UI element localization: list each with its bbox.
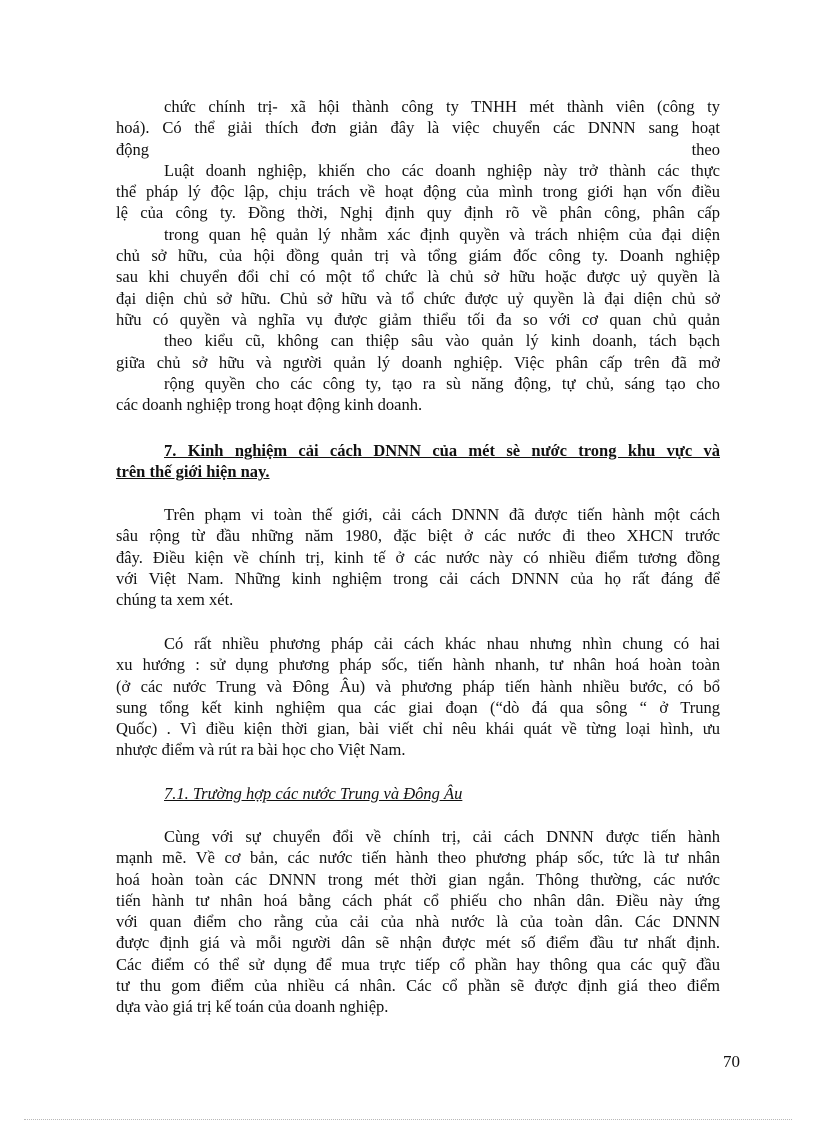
text-line: chúng ta xem xét. bbox=[116, 590, 234, 610]
opening-paragraph bbox=[116, 96, 720, 415]
text-line: tư thu gom điểm của nhiều cá nhân. Các cổ phần sẽ được định giá theo điểm bbox=[116, 976, 720, 996]
page-number: 70 bbox=[723, 1052, 740, 1071]
text-line: chức chính trị- xã hội thành công ty TNHH mét thành viên (công ty bbox=[164, 97, 720, 116]
text-line: hoá hoàn toàn các DNNN trong mét thời gian ngắn. Thông thường, các nước bbox=[116, 869, 720, 889]
text-line: Có rất nhiều phương pháp cải cách khác nhau nhưng nhìn chung có hai bbox=[164, 634, 720, 653]
text-line: hoá). Có thể giải thích đơn giản đây là việc chuyển các DNNN sang hoạt bbox=[116, 118, 720, 138]
text-fragment: theo bbox=[691, 139, 720, 159]
text-line: tiến hành tư nhân hoá bằng cách phát cổ phiếu cho nhân dân. Điều này ứng bbox=[116, 890, 720, 910]
text-line: sâu rộng từ đầu những năm 1980, đặc biệt ở các nước đi theo XHCN trước bbox=[116, 526, 720, 546]
text-line: Trên phạm vi toàn thế giới, cải cách DNNN đã được tiến hành một cách bbox=[164, 505, 720, 524]
page-bottom-divider bbox=[24, 1119, 792, 1120]
text-line: Cùng với sự chuyển đổi về chính trị, cải cách DNNN được tiến hành bbox=[164, 827, 720, 846]
text-line: được định giá và mỗi người dân sẽ nhận được mét số điểm đầu tư nhất định. bbox=[116, 933, 720, 953]
text-line: hữu có quyền và nghĩa vụ được giảm thiểu tối đa so với cơ quan chủ quản bbox=[116, 309, 720, 329]
text-line: đại diện chủ sở hữu. Chủ sở hữu và tổ chức được uỷ quyền là đại diện chủ sở bbox=[116, 288, 720, 308]
text-line: trong quan hệ quản lý nhằm xác định quyền và trách nhiệm của đại diện bbox=[164, 224, 720, 244]
text-line: (ở các nước Trung và Đông Âu) và phương pháp tiến hành nhiều bước, có bổ bbox=[116, 676, 720, 696]
text-line: sung tổng kết kinh nghiệm qua các giai đoạn (“dò đá qua sông “ ở Trung bbox=[116, 697, 720, 717]
text-line: rộng quyền cho các công ty, tạo ra sù năng động, tự chủ, sáng tạo cho bbox=[164, 373, 720, 393]
subheading-line: 7.1. Trường hợp các nước Trung và Đông Âu bbox=[164, 784, 463, 803]
text-fragment: động bbox=[116, 139, 149, 159]
text-line: Các điểm có thể sử dụng để mua trực tiếp cổ phần hay thông qua các quỹ đầu bbox=[116, 954, 720, 974]
text-line: xu hướng : sử dụng phương pháp sốc, tiến hành nhanh, tư nhân hoá hoàn toàn bbox=[116, 655, 720, 675]
text-line: theo kiểu cũ, không can thiệp sâu vào quản lý kinh doanh, tách bạch bbox=[164, 331, 720, 351]
text-line: với Việt Nam. Những kinh nghiệm trong cải cách DNNN của họ rất đáng để bbox=[116, 568, 720, 588]
heading-line: 7. Kinh nghiệm cải cách DNNN của mét sè nước trong khu vực và bbox=[164, 441, 720, 460]
text-line: Luật doanh nghiệp, khiến cho các doanh nghiệp này trở thành các thực bbox=[164, 160, 720, 180]
section-7-paragraph-2 bbox=[116, 633, 720, 761]
section-7-heading bbox=[116, 440, 720, 483]
text-line: đây. Điều kiện về chính trị, kinh tế ở các nước này có nhiều điểm tương đồng bbox=[116, 547, 720, 567]
section-7-1-heading bbox=[116, 783, 720, 804]
section-7-1-paragraph bbox=[116, 826, 720, 1018]
text-line: Quốc) . Vì điều kiện thời gian, bài viết chỉ nêu khái quát về từng loại hình, ưu bbox=[116, 719, 720, 739]
text-line: thể pháp lý độc lập, chịu trách về hoạt động của mình trong giới hạn vốn điều bbox=[116, 182, 720, 202]
text-line: sau khi chuyển đổi chỉ có một tổ chức là chủ sở hữu hoặc được uỷ quyền là bbox=[116, 267, 720, 287]
text-line: với quan điểm cho rằng của cải của nhà nước là của toàn dân. Các DNNN bbox=[116, 912, 720, 932]
text-line: chủ sở hữu, của hội đồng quản trị và tổng giám đốc công ty. Doanh nghiệp bbox=[116, 246, 720, 266]
text-line: nhược điểm và rút ra bài học cho Việt Nam. bbox=[116, 740, 406, 760]
text-line: mạnh mẽ. Về cơ bản, các nước tiến hành theo phương pháp sốc, tức là tư nhân bbox=[116, 848, 720, 868]
text-line: các doanh nghiệp trong hoạt động kinh doanh. bbox=[116, 395, 423, 415]
text-line: lệ của công ty. Đồng thời, Nghị định quy định rõ về phân công, phân cấp bbox=[116, 203, 720, 223]
heading-line: trên thế giới hiện nay. bbox=[116, 462, 270, 482]
text-line: dựa vào giá trị kế toán của doanh nghiệp. bbox=[116, 997, 389, 1017]
section-7-paragraph-1 bbox=[116, 504, 720, 610]
text-line: giữa chủ sở hữu và người quản lý doanh nghiệp. Việc phân cấp trên đã mở bbox=[116, 352, 720, 372]
text-line bbox=[116, 139, 720, 160]
